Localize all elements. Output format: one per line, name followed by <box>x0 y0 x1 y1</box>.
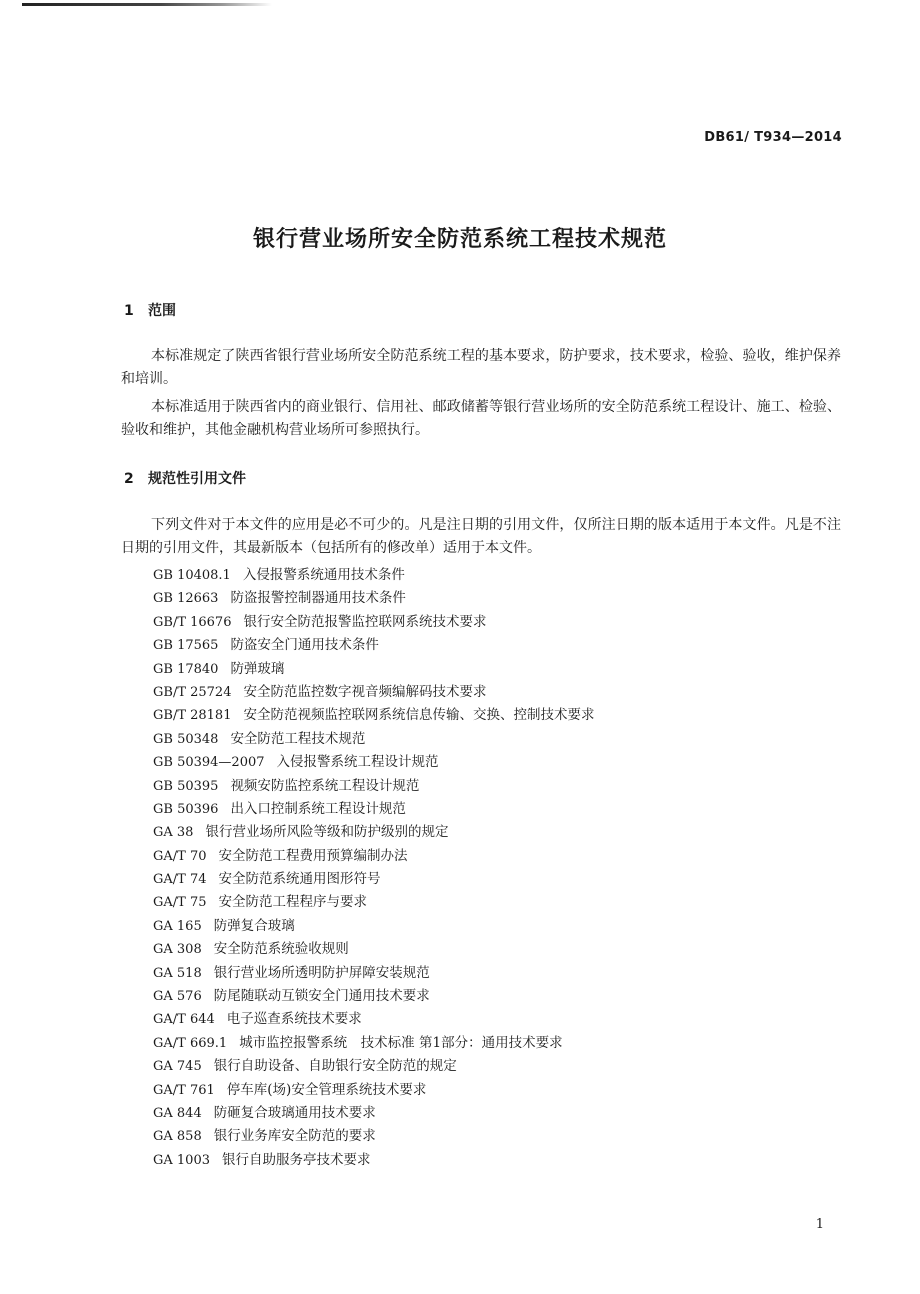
reference-item <box>153 1149 594 1172</box>
reference-item <box>153 728 594 751</box>
reference-title: 入侵报警系统通用技术条件 <box>242 567 405 583</box>
reference-title: 防盗报警控制器通用技术条件 <box>230 590 406 607</box>
reference-title: 防弹复合玻璃 <box>213 917 295 934</box>
scope-paragraph-1: 本标准规定了陕西省银行营业场所安全防范系统工程的基本要求，防护要求，技术要求，检验、验收，维护保养和培训。 <box>121 348 841 387</box>
section-2-heading <box>124 468 246 488</box>
reference-title: 银行自助服务亭技术要求 <box>222 1151 371 1168</box>
section-number: 2 <box>124 471 134 487</box>
reference-title: 出入口控制系统工程设计规范 <box>230 800 406 817</box>
reference-code: GB/T 25724 <box>153 684 232 700</box>
reference-item <box>153 845 594 868</box>
reference-code: GB 50348 <box>153 731 219 747</box>
reference-code: GB 50395 <box>153 778 219 794</box>
reference-title: 电子巡查系统技术要求 <box>226 1011 362 1028</box>
scan-artifact-line <box>22 3 272 6</box>
reference-code: GA/T 669.1 <box>153 1035 228 1051</box>
reference-code: GA 858 <box>153 1129 202 1145</box>
reference-code: GA 38 <box>153 825 194 841</box>
reference-title: 入侵报警系统工程设计规范 <box>276 754 439 771</box>
references-intro-paragraph: 下列文件对于本文件的应用是必不可少的。凡是注日期的引用文件，仅所注日期的版本适用于本文件。凡是不注日期的引用文件，其最新版本（包括所有的修改单）适用于本文件。 <box>121 517 841 556</box>
reference-code: GA 308 <box>153 942 202 958</box>
reference-title: 安全防范视频监控联网系统信息传输、交换、控制技术要求 <box>243 707 595 724</box>
reference-title: 防盗安全门通用技术条件 <box>230 637 379 654</box>
reference-title: 安全防范监控数字视音频编解码技术要求 <box>243 683 487 700</box>
reference-title: 城市监控报警系统 技术标准 第1部分：通用技术要求 <box>239 1034 563 1051</box>
reference-item <box>153 985 594 1008</box>
reference-title: 视频安防监控系统工程设计规范 <box>230 777 420 794</box>
reference-code: GA 576 <box>153 989 202 1005</box>
reference-item <box>153 798 594 821</box>
reference-title: 银行业务库安全防范的要求 <box>213 1128 376 1145</box>
section-title: 范围 <box>148 303 176 319</box>
reference-item <box>153 1055 594 1078</box>
normative-references-list <box>153 564 594 1172</box>
reference-code: GB/T 28181 <box>153 708 232 724</box>
reference-item <box>153 915 594 938</box>
reference-item <box>153 1032 594 1055</box>
reference-item <box>153 658 594 681</box>
reference-code: GB 50396 <box>153 801 219 817</box>
section-number: 1 <box>124 303 134 319</box>
reference-code: GA 518 <box>153 965 202 981</box>
reference-title: 安全防范系统通用图形符号 <box>218 871 381 888</box>
reference-code: GB 17840 <box>153 661 219 677</box>
reference-code: GA 745 <box>153 1059 202 1075</box>
reference-code: GA/T 74 <box>153 872 207 888</box>
reference-code: GB 10408.1 <box>153 568 231 583</box>
reference-title: 防砸复合玻璃通用技术要求 <box>213 1104 376 1121</box>
reference-code: GB 17565 <box>153 638 219 654</box>
reference-code: GA/T 75 <box>153 895 207 911</box>
reference-item <box>153 821 594 844</box>
reference-title: 停车库(场)安全管理系统技术要求 <box>226 1081 427 1098</box>
scope-paragraph-2: 本标准适用于陕西省内的商业银行、信用社、邮政储蓄等银行营业场所的安全防范系统工程设计、施工、检验、验收和维护，其他金融机构营业场所可参照执行。 <box>121 399 841 438</box>
reference-item <box>153 1125 594 1148</box>
page-number: 1 <box>815 1217 824 1232</box>
reference-item <box>153 775 594 798</box>
reference-title: 安全防范工程技术规范 <box>230 730 366 747</box>
reference-item <box>153 1008 594 1031</box>
reference-item <box>153 938 594 961</box>
document-code: DB61/ T934—2014 <box>704 130 842 145</box>
reference-code: GA/T 761 <box>153 1082 215 1098</box>
reference-item <box>153 1102 594 1125</box>
reference-item <box>153 751 594 774</box>
reference-title: 安全防范工程费用预算编制办法 <box>218 847 408 864</box>
reference-code: GB 50394—2007 <box>153 755 265 771</box>
reference-item <box>153 611 594 634</box>
reference-code: GB/T 16676 <box>153 614 232 630</box>
reference-item <box>153 962 594 985</box>
reference-title: 银行自助设备、自助银行安全防范的规定 <box>213 1058 457 1075</box>
reference-item <box>153 891 594 914</box>
document-title: 银行营业场所安全防范系统工程技术规范 <box>252 227 667 252</box>
reference-item <box>153 587 594 610</box>
reference-title: 银行安全防范报警监控联网系统技术要求 <box>243 613 487 630</box>
reference-item <box>153 868 594 891</box>
reference-title: 银行营业场所风险等级和防护级别的规定 <box>205 824 449 841</box>
reference-item <box>153 681 594 704</box>
reference-title: 安全防范系统验收规则 <box>213 941 349 958</box>
reference-title: 银行营业场所透明防护屏障安装规范 <box>213 964 430 981</box>
reference-title: 防弹玻璃 <box>230 660 285 677</box>
reference-item <box>153 564 594 587</box>
reference-code: GA 844 <box>153 1105 202 1121</box>
reference-item <box>153 634 594 657</box>
reference-code: GB 12663 <box>153 591 219 607</box>
reference-item <box>153 704 594 727</box>
reference-item <box>153 1079 594 1102</box>
reference-title: 安全防范工程程序与要求 <box>218 894 367 911</box>
section-1-heading <box>124 300 176 320</box>
reference-code: GA/T 70 <box>153 848 207 864</box>
reference-code: GA 165 <box>153 918 202 934</box>
reference-title: 防尾随联动互锁安全门通用技术要求 <box>213 988 430 1005</box>
reference-code: GA 1003 <box>153 1152 210 1168</box>
reference-code: GA/T 644 <box>153 1012 215 1028</box>
section-title: 规范性引用文件 <box>148 471 246 487</box>
